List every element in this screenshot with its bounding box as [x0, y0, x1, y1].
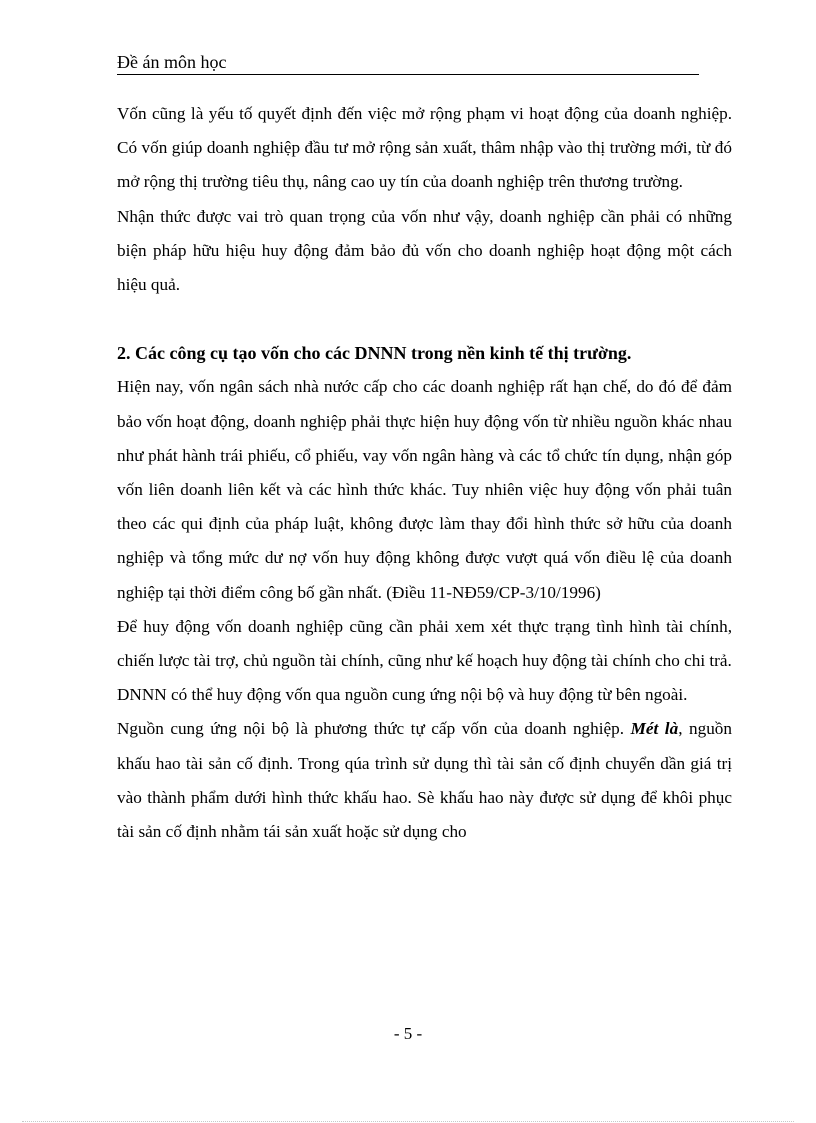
page-bottom-divider: [22, 1121, 794, 1122]
paragraph-6: [117, 712, 732, 849]
paragraph-5: DNNN có thể huy động vốn qua nguồn cung ứng nội bộ và huy động từ bên ngoài.: [117, 685, 688, 705]
header-title: Đề án môn học: [117, 52, 227, 72]
section-heading: 2. Các công cụ tạo vốn cho các DNNN trong nền kinh tế thị trường.: [117, 343, 632, 364]
paragraph-6-emphasis: Mét là: [630, 719, 679, 739]
paragraph-2: Nhận thức được vai trò quan trọng của vốn như vậy, doanh nghiệp cần phải có những biện pháp hữu hiệu huy động đảm bảo đủ vốn cho doanh nghiệp hoạt động một cách hiệu quả.: [117, 206, 732, 295]
document-body: [117, 97, 732, 849]
page-number: - 5 -: [393, 1024, 423, 1043]
paragraph-6-start: Nguồn cung ứng nội bộ là phương thức tự cấp vốn của doanh nghiệp.: [117, 719, 631, 739]
paragraph-3: Hiện nay, vốn ngân sách nhà nước cấp cho các doanh nghiệp rất hạn chế, do đó để đảm bảo vốn hoạt động, doanh nghiệp phải thực hiện huy động vốn từ nhiều nguồn khác nhau như phát hành trái phiếu, cổ phiếu, vay vốn ngân hàng và các tổ chức tín dụng, nhận góp vốn liên doanh liên kết và các hình thức khác. Tuy nhiên việc huy động vốn phải tuân theo các qui định của pháp luật, không được làm thay đổi hình thức sở hữu của doanh nghiệp và tổng mức dư nợ vốn huy động không được vượt quá vốn điều lệ của doanh nghiệp tại thời điểm công bố gần nhất. (Điều 11-NĐ59/CP-3/10/1996): [117, 377, 732, 602]
paragraph-6-rest: , nguồn khấu hao tài sản cố định. Trong qúa trình sử dụng thì tài sản cố định chuyển dần giá trị vào thành phẩm dưới hình thức khấu hao. Sè khấu hao này được sử dụng để khôi phục tài sản cố định nhằm tái sản xuất hoặc sử dụng cho: [117, 719, 732, 842]
paragraph-1: Vốn cũng là yếu tố quyết định đến việc mở rộng phạm vi hoạt động của doanh nghiệp. Có vốn giúp doanh nghiệp đầu tư mở rộng sản xuất, thâm nhập vào thị trường mới, từ đó mở rộng thị trường tiêu thụ, nâng cao uy tín của doanh nghiệp trên thương trường.: [117, 104, 732, 192]
page-header: [117, 50, 699, 75]
paragraph-4: Để huy động vốn doanh nghiệp cũng cần phải xem xét thực trạng tình hình tài chính, chiến lược tài trợ, chủ nguồn tài chính, cũng như kế hoạch huy động tài chính cho chi trả.: [117, 616, 732, 671]
